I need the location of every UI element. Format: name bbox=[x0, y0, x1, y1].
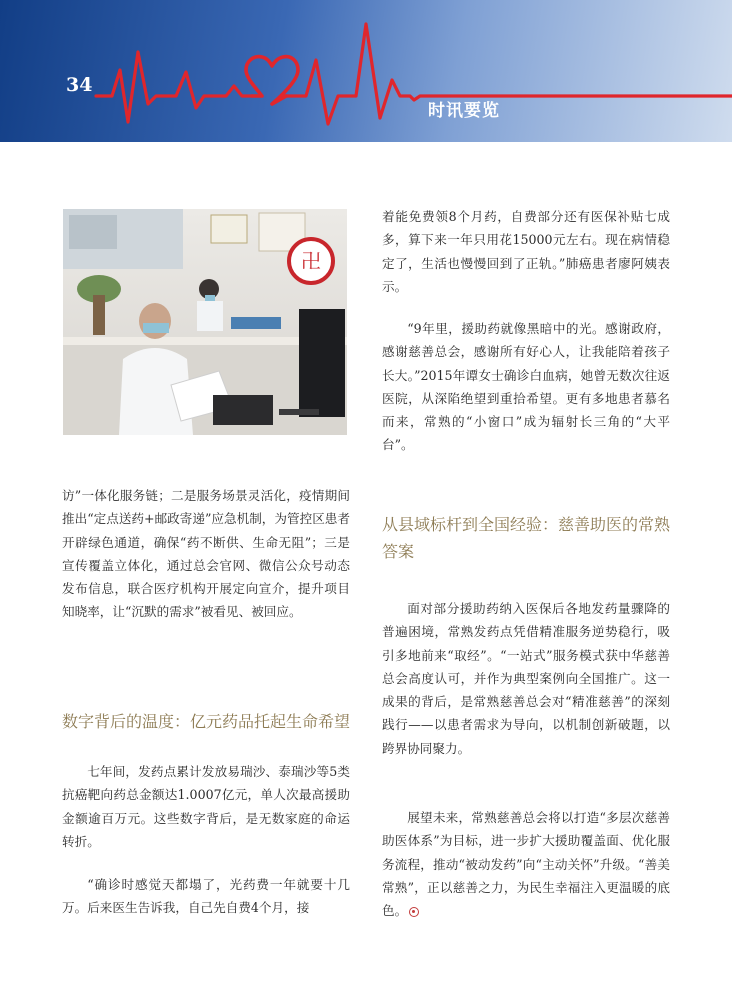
left-paragraph-1: 访”一体化服务链；二是服务场景灵活化，疫情期间推出“定点送药+邮政寄递”应急机制，为管控区患者开辟绿色通道，确保“药不断供、生命无阻”；三是宣传覆盖立体化，通过总会官网、微信公众号动态发布信息，联合医疗机构开展定向宣介，提升项目知晓率，让“沉默的需求”被看见、被回应。 bbox=[62, 488, 350, 620]
right-paragraph-2: “9年里，援助药就像黑暗中的光。感谢政府，感谢慈善总会，感谢所有好心人，让我能陪着孩子长大。”2015年谭女士确诊白血病，她曾无数次往返医院，从深陷绝望到重拾希望。更有多地患者慕名而来，常熟的“小窗口”成为辐射长三角的“大平台”。 bbox=[382, 321, 670, 453]
left-paragraph-2: 七年间，发药点累计发放易瑞沙、泰瑞沙等5类抗癌靶向药总金额达1.0007亿元，单人次最高援助金额逾百万元。这些数字背后，是无数家庭的命运转折。 bbox=[62, 764, 350, 849]
right-paragraph-3: 面对部分援助药纳入医保后各地发药量骤降的普遍困境，常熟发药点凭借精准服务逆势稳行，吸引多地前来“取经”。“一站式”服务模式获中华慈善总会高度认可，并作为典型案例向全国推广。这一成果的背后，是常熟慈善总会对“精准慈善”的深刻践行——以患者需求为导向，以机制创新破题，以跨界协同聚力。 bbox=[382, 601, 670, 756]
right-paragraph-1: 着能免费领8个月药，自费部分还有医保补贴七成多，算下来一年只用花15000元左右。现在病情稳定了，生活也慢慢回到了正轨。”肺癌患者廖阿姨表示。 bbox=[382, 209, 670, 294]
end-mark-icon bbox=[409, 907, 419, 917]
right-paragraph-4-text: 展望未来，常熟慈善总会将以打造“多层次慈善助医体系”为目标，进一步扩大援助覆盖面、优化服务流程，推动“被动发药”向“主动关怀”升级。“善美常熟”，正以慈善之力，为民生幸福注入更温暖的底色。 bbox=[382, 810, 670, 919]
right-paragraph-4 bbox=[382, 806, 670, 922]
ecg-heart-line-icon bbox=[0, 0, 732, 142]
page-number: 34 bbox=[66, 74, 93, 96]
hospital-service-window-photo bbox=[63, 209, 347, 435]
left-paragraph-3: “确诊时感觉天都塌了，光药费一年就要十几万。后来医生告诉我，自己先自费4个月，接 bbox=[62, 877, 350, 916]
header-banner bbox=[0, 0, 732, 142]
section-title: 时讯要览 bbox=[428, 101, 500, 121]
photo-illustration-icon bbox=[63, 209, 347, 435]
right-heading-2: 从县域标杆到全国经验：慈善助医的常熟答案 bbox=[382, 515, 671, 561]
svg-text:卍: 卍 bbox=[301, 249, 321, 273]
left-heading-1: 数字背后的温度：亿元药品托起生命希望 bbox=[62, 712, 351, 731]
